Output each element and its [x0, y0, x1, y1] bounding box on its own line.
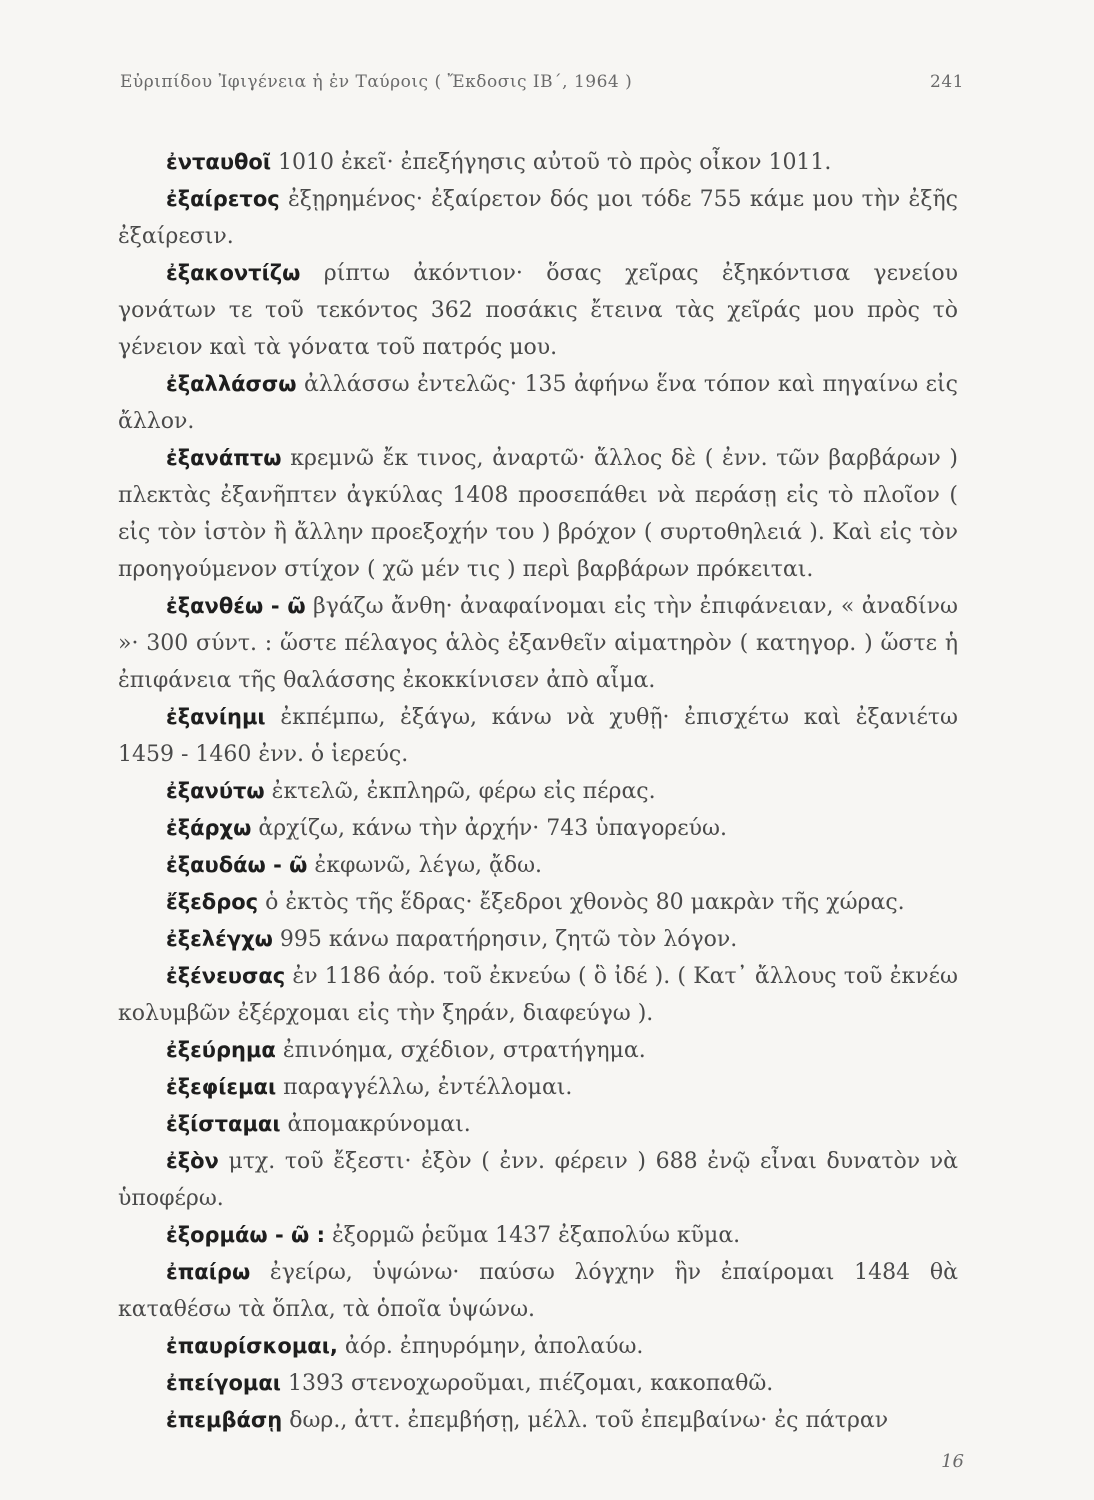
entry-definition: ἐξῃρημένος· ἐξαίρετον δός μοι τόδε 755 κάμε μου τὴν ἐξῆς ἐξαίρεσιν.: [118, 187, 958, 249]
signature-mark: 16: [941, 1451, 964, 1472]
lexicon-entry: [118, 1328, 958, 1365]
lexicon-entry: [118, 144, 958, 181]
entry-definition: ἐν 1186 ἀόρ. τοῦ ἐκνεύω ( ὃ ἰδέ ). ( Κατ᾽ ἄλλους τοῦ ἐκνέω κολυμβῶν ἐξέρχομαι εἰς τὴν ξηράν, διαφεύγω ).: [118, 964, 958, 1026]
lexicon-entry: [118, 773, 958, 810]
entry-headword: ἐξεφίεμαι: [166, 1075, 277, 1099]
entry-headword: ἐξεύρημα: [166, 1038, 276, 1062]
entry-definition: μτχ. τοῦ ἔξεστι· ἐξὸν ( ἐνν. φέρειν ) 688 ἐνῷ εἶναι δυνατὸν νὰ ὑποφέρω.: [118, 1149, 958, 1211]
lexicon-entry: [118, 847, 958, 884]
lexicon-entry: [118, 1217, 958, 1254]
lexicon-entry: [118, 810, 958, 847]
entry-headword: ἐπαίρω: [166, 1260, 251, 1284]
entry-definition: ἐπινόημα, σχέδιον, στρατήγημα.: [275, 1038, 646, 1063]
lexicon-entry: [118, 440, 958, 588]
entry-headword: ἐξάρχω: [166, 816, 252, 840]
entry-headword: ἐπαυρίσκομαι,: [166, 1334, 338, 1358]
entry-headword: ἐξακοντίζω: [166, 261, 301, 285]
entry-definition: ὁ ἐκτὸς τῆς ἕδρας· ἔξεδροι χθονὸς 80 μακρὰν τῆς χώρας.: [258, 890, 905, 915]
entry-headword: ἐνταυθοῖ: [166, 150, 272, 174]
lexicon-entry: [118, 699, 958, 773]
lexicon-entry: [118, 884, 958, 921]
entry-headword: ἐξαυδάω - ῶ: [166, 853, 308, 877]
lexicon-entry: [118, 1032, 958, 1069]
lexicon-entry: [118, 1069, 958, 1106]
entry-headword: ἐξένευσας: [166, 964, 286, 988]
entry-headword: ἐπείγομαι: [166, 1371, 281, 1395]
lexicon-entry: [118, 1402, 958, 1439]
entry-headword: ἐξίσταμαι: [166, 1112, 281, 1136]
entry-definition: ἀρχίζω, κάνω τὴν ἀρχήν· 743 ὑπαγορεύω.: [251, 816, 727, 841]
entry-definition: παραγγέλλω, ἐντέλλομαι.: [276, 1075, 573, 1100]
entry-definition: δωρ., ἀττ. ἐπεμβήσῃ, μέλλ. τοῦ ἐπεμβαίνω· ἐς πάτραν: [282, 1408, 889, 1433]
entry-headword: ἔξεδρος: [166, 890, 259, 914]
entry-headword: ἐξαίρετος: [166, 187, 280, 211]
entry-headword: ἐξορμάω - ῶ :: [166, 1223, 325, 1247]
lexicon-entry: [118, 1143, 958, 1217]
entry-definition: ἀπομακρύνομαι.: [280, 1112, 471, 1137]
lexicon-entry: [118, 255, 958, 366]
lexicon-entry: [118, 181, 958, 255]
lexicon-entry: [118, 1254, 958, 1328]
lexicon-entry: [118, 588, 958, 699]
entry-definition: ρίπτω ἀκόντιον· ὅσας χεῖρας ἐξηκόντισα γενείου γονάτων τε τοῦ τεκόντος 362 ποσάκις ἔτεινα τὰς χεῖράς μου πρὸς τὸ γένειον καὶ τὰ γόνατα τοῦ πατρός μου.: [118, 261, 958, 360]
entry-definition: ἐξορμῶ ῥεῦμα 1437 ἐξαπολύω κῦμα.: [325, 1223, 741, 1248]
lexicon-entry: [118, 1106, 958, 1143]
header-title: Εὐριπίδου Ἰφιγένεια ἡ ἐν Ταύροις ( Ἔκδοσις ΙΒ΄, 1964 ): [120, 72, 633, 92]
lexicon-entry: [118, 366, 958, 440]
lexicon-entry: [118, 1365, 958, 1402]
entry-definition: ἐκφωνῶ, λέγω, ᾄδω.: [307, 853, 543, 878]
lexicon-entry: [118, 921, 958, 958]
entry-definition: 1393 στενοχωροῦμαι, πιέζομαι, κακοπαθῶ.: [280, 1371, 774, 1396]
entry-definition: ἐκπέμπω, ἐξάγω, κάνω νὰ χυθῇ· ἐπισχέτω καὶ ἐξανιέτω 1459 - 1460 ἐνν. ὁ ἱερεύς.: [118, 705, 958, 767]
entry-headword: ἐξελέγχω: [166, 927, 273, 951]
entry-headword: ἐξαλλάσσω: [166, 372, 297, 396]
entry-headword: ἐξανθέω - ῶ: [166, 594, 306, 618]
running-header: [120, 72, 964, 104]
entry-headword: ἐξανάπτω: [166, 446, 282, 470]
entry-definition: κρεμνῶ ἔκ τινος, ἀναρτῶ· ἄλλος δὲ ( ἐνν. τῶν βαρβάρων ) πλεκτὰς ἐξανῆπτεν ἀγκύλας 1408 προσεπάθει νὰ περάσῃ εἰς τὸ πλοῖον ( εἰς τὸν ἱστὸν ἢ ἄλλην προεξοχήν του ) βρόχον ( συρτοθηλειά ). Καὶ εἰς τὸν προηγούμενον στίχον ( χῶ μέν τις ) περὶ βαρβάρων πρόκειται.: [118, 446, 958, 582]
lexicon-entries: [118, 144, 958, 1439]
entry-definition: 1010 ἐκεῖ· ἐπεξήγησις αὐτοῦ τὸ πρὸς οἶκον 1011.: [271, 150, 832, 175]
entry-headword: ἐξὸν: [166, 1149, 219, 1173]
entry-definition: ἐκτελῶ, ἐκπληρῶ, φέρω εἰς πέρας.: [264, 779, 656, 804]
entry-definition: ἐγείρω, ὑψώνω· παύσω λόγχην ἣν ἐπαίρομαι 1484 θὰ καταθέσω τὰ ὅπλα, τὰ ὁποῖα ὑψώνω.: [118, 1260, 958, 1322]
page-number: 241: [930, 72, 964, 92]
entry-definition: βγάζω ἄνθη· ἀναφαίνομαι εἰς τὴν ἐπιφάνειαν, « ἀναδίνω »· 300 σύντ. : ὥστε πέλαγος ἁλὸς ἐξανθεῖν αἱματηρὸν ( κατηγορ. ) ὥστε ἡ ἐπιφάνεια τῆς θαλάσσης ἐκοκκίνισεν ἀπὸ αἷμα.: [118, 594, 958, 693]
lexicon-entry: [118, 958, 958, 1032]
entry-headword: ἐξανύτω: [166, 779, 265, 803]
entry-headword: ἐξανίημι: [166, 705, 266, 729]
entry-definition: ἀλλάσσω ἐντελῶς· 135 ἀφήνω ἕνα τόπον καὶ πηγαίνω εἰς ἄλλον.: [118, 372, 958, 434]
entry-headword: ἐπεμβάσῃ: [166, 1408, 283, 1432]
entry-definition: 995 κάνω παρατήρησιν, ζητῶ τὸν λόγον.: [272, 927, 738, 952]
entry-definition: ἀόρ. ἐπηυρόμην, ἀπολαύω.: [337, 1334, 644, 1359]
